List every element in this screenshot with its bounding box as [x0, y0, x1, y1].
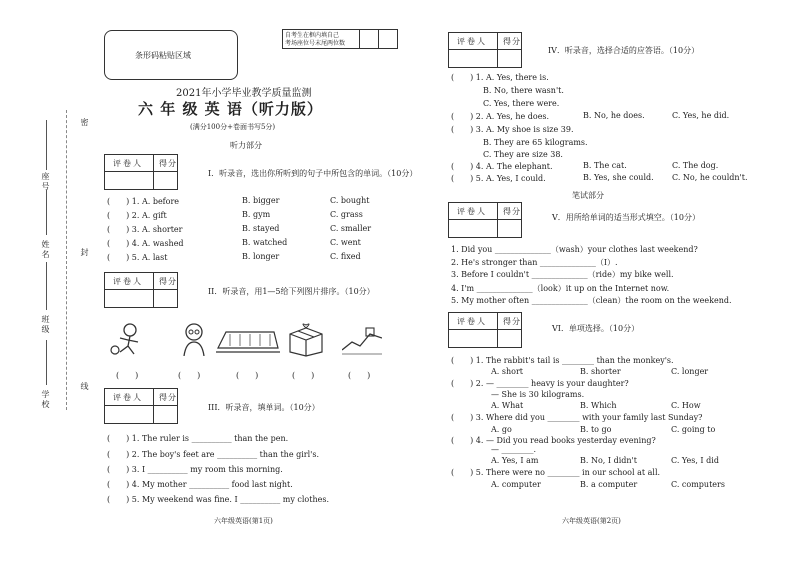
line-label: 线 [80, 382, 89, 392]
option-a[interactable]: ( ) 5. A. last [107, 253, 168, 262]
response-option[interactable]: ( ) 2. A. Yes, he does. [451, 112, 550, 121]
score-box-4 [448, 32, 522, 68]
choice-a[interactable]: A. short [491, 367, 523, 376]
fill-blank-item[interactable]: ( ) 5. My weekend was fine. I __________ my clothes. [107, 495, 330, 504]
footer-page-1: 六年级英语(第1页) [214, 517, 273, 525]
response-option-c[interactable]: C. No, he couldn't. [672, 173, 748, 182]
option-a[interactable]: ( ) 1. A. before [107, 197, 180, 206]
section-listening: 听力部分 [230, 141, 262, 150]
grader-label: 评卷人 [113, 393, 143, 402]
paper-note: (满分100分+卷面书写5分) [190, 123, 276, 131]
option-b[interactable]: B. longer [242, 252, 280, 261]
exam-title: 2021年小学毕业教学质量监测 [176, 88, 312, 99]
option-b[interactable]: B. gym [242, 210, 271, 219]
school-line [46, 340, 47, 385]
seat-cell-divider [378, 30, 379, 48]
seat-label-2: 考场座位号末尾两位数 [285, 40, 346, 47]
choice-b[interactable]: B. No, I didn't [580, 456, 637, 465]
old-man-picture [176, 320, 212, 356]
barcode-area [104, 30, 238, 80]
response-option-b[interactable]: B. Yes, she could. [583, 173, 654, 182]
choice-b[interactable]: B. shorter [580, 367, 621, 376]
option-a[interactable]: ( ) 2. A. gift [107, 211, 167, 220]
score-label: 得分 [159, 159, 177, 168]
school-label: 学校 [41, 390, 50, 410]
section-writing: 笔试部分 [572, 191, 604, 200]
choice-b[interactable]: B. a computer [580, 480, 638, 489]
option-b[interactable]: B. bigger [242, 196, 280, 205]
score-label: 得分 [159, 393, 177, 402]
choice-a[interactable]: A. Yes, I am [491, 456, 539, 465]
option-a[interactable]: ( ) 4. A. washed [107, 239, 184, 248]
score-box-1 [104, 154, 178, 190]
name-label: 姓名 [41, 240, 50, 260]
fill-blank-item[interactable]: ( ) 3. I __________ my room this morning. [107, 465, 283, 474]
train-picture [216, 324, 280, 356]
option-c[interactable]: C. fixed [330, 252, 361, 261]
choice-c[interactable]: C. going to [671, 425, 716, 434]
choice-c[interactable]: C. computers [671, 480, 725, 489]
option-b[interactable]: B. watched [242, 238, 288, 247]
fill-blank-item[interactable]: ( ) 4. My mother __________ food last night. [107, 480, 293, 489]
choice-question: ( ) 2. — ________ heavy is your daughter? [451, 379, 629, 388]
seat-number-box [282, 29, 398, 49]
class-line [46, 262, 47, 310]
picture-order-blank[interactable]: ( ) [348, 371, 371, 380]
footer-page-2: 六年级英语(第2页) [562, 517, 621, 525]
class-label: 班级 [41, 315, 50, 335]
fill-blank-item[interactable]: ( ) 2. The boy's feet are __________ than the girl's. [107, 450, 320, 459]
choice-c[interactable]: C. How [671, 401, 701, 410]
response-option[interactable]: C. Yes, there were. [451, 99, 560, 108]
score-box-6 [448, 312, 522, 348]
choice-a[interactable]: A. computer [491, 480, 541, 489]
great-wall-picture [342, 320, 382, 356]
word-form-item[interactable]: 4. I'm ______________（look）it up on the Internet now. [451, 284, 670, 293]
part5-title: V．用所给单词的适当形式填空。（10分） [552, 213, 700, 222]
choice-b[interactable]: B. to go [580, 425, 612, 434]
picture-order-blank[interactable]: ( ) [236, 371, 259, 380]
option-c[interactable]: C. grass [330, 210, 363, 219]
response-option[interactable]: B. No, there wasn't. [451, 86, 564, 95]
option-c[interactable]: C. bought [330, 196, 370, 205]
grader-label: 评卷人 [457, 37, 487, 46]
option-c[interactable]: C. went [330, 238, 361, 247]
part1-title: I．听录音，选出你所听到的句子中所包含的单词。（10分） [208, 169, 418, 178]
score-label: 得分 [503, 317, 521, 326]
word-form-item[interactable]: 2. He's stronger than ______________（I）. [451, 258, 618, 267]
choice-b[interactable]: B. Which [580, 401, 617, 410]
id-number-label: 座号 [41, 172, 50, 192]
response-option-c[interactable]: C. Yes, he did. [672, 111, 730, 120]
grader-label: 评卷人 [113, 277, 143, 286]
score-label: 得分 [503, 207, 521, 216]
response-option[interactable]: B. They are 65 kilograms. [451, 138, 588, 147]
choice-sub: — ________. [491, 445, 537, 454]
word-form-item[interactable]: 3. Before I couldn't ______________（ride）my bike well. [451, 270, 674, 279]
response-option[interactable]: ( ) 4. A. The elephant. [451, 162, 553, 171]
score-label: 得分 [159, 277, 177, 286]
name-line [46, 190, 47, 235]
binding-line [66, 110, 67, 410]
score-label: 得分 [503, 37, 521, 46]
word-form-item[interactable]: 5. My mother often ______________（clean）the room on the weekend. [451, 296, 732, 305]
grader-label: 评卷人 [457, 207, 487, 216]
response-option[interactable]: ( ) 5. A. Yes, I could. [451, 174, 546, 183]
part6-title: VI．单项选择。（10分） [552, 324, 640, 333]
score-box-2 [104, 272, 178, 308]
response-option[interactable]: ( ) 1. A. Yes, there is. [451, 73, 549, 82]
response-option[interactable]: ( ) 3. A. My shoe is size 39. [451, 125, 574, 134]
grader-label: 评卷人 [457, 317, 487, 326]
choice-question: ( ) 1. The rabbit's tail is ________ than the monkey's. [451, 356, 674, 365]
picture-order-blank[interactable]: ( ) [178, 371, 201, 380]
part3-title: III．听录音，填单词。（10分） [208, 403, 320, 412]
seat-label-1: 自考生在框内填自己 [285, 32, 340, 39]
choice-question: ( ) 4. — Did you read books yesterday evening? [451, 436, 656, 445]
picture-order-blank[interactable]: ( ) [292, 371, 315, 380]
choice-c[interactable]: C. longer [671, 367, 709, 376]
score-box-5 [448, 202, 522, 238]
choice-sub: — She is 30 kilograms. [491, 390, 585, 399]
paper-title: 六 年 级 英 语（听力版） [138, 100, 323, 118]
option-c[interactable]: C. smaller [330, 224, 372, 233]
choice-a[interactable]: A. What [491, 401, 524, 410]
response-option[interactable]: C. They are size 38. [451, 150, 563, 159]
choice-question: ( ) 3. Where did you ________ with your family last Sunday? [451, 413, 703, 422]
response-option-b[interactable]: B. No, he does. [583, 111, 645, 120]
choice-question: ( ) 5. There were no ________ in our school at all. [451, 468, 661, 477]
boy-football-picture [108, 322, 144, 358]
choice-a[interactable]: A. go [491, 425, 512, 434]
id-number-line [46, 120, 47, 170]
option-b[interactable]: B. stayed [242, 224, 280, 233]
seal-label: 密 [80, 118, 89, 128]
response-option-b[interactable]: B. The cat. [583, 161, 627, 170]
response-option-c[interactable]: C. The dog. [672, 161, 719, 170]
barcode-label: 条形码粘贴区域 [135, 51, 191, 60]
score-box-3 [104, 388, 178, 424]
grader-label: 评卷人 [113, 159, 143, 168]
part2-title: II．听录音，用1—5给下列图片排序。（10分） [208, 287, 375, 296]
fill-blank-item[interactable]: ( ) 1. The ruler is __________ than the pen. [107, 434, 289, 443]
word-form-item[interactable]: 1. Did you ______________（wash）your clothes last weekend? [451, 245, 698, 254]
picture-order-blank[interactable]: ( ) [116, 371, 139, 380]
choice-c[interactable]: C. Yes, I did [671, 456, 719, 465]
option-a[interactable]: ( ) 3. A. shorter [107, 225, 183, 234]
part4-title: IV．听录音，选择合适的应答语。（10分） [548, 46, 700, 55]
gift-box-picture [286, 322, 326, 358]
seal2-label: 封 [80, 248, 89, 258]
seat-divider [359, 30, 360, 48]
